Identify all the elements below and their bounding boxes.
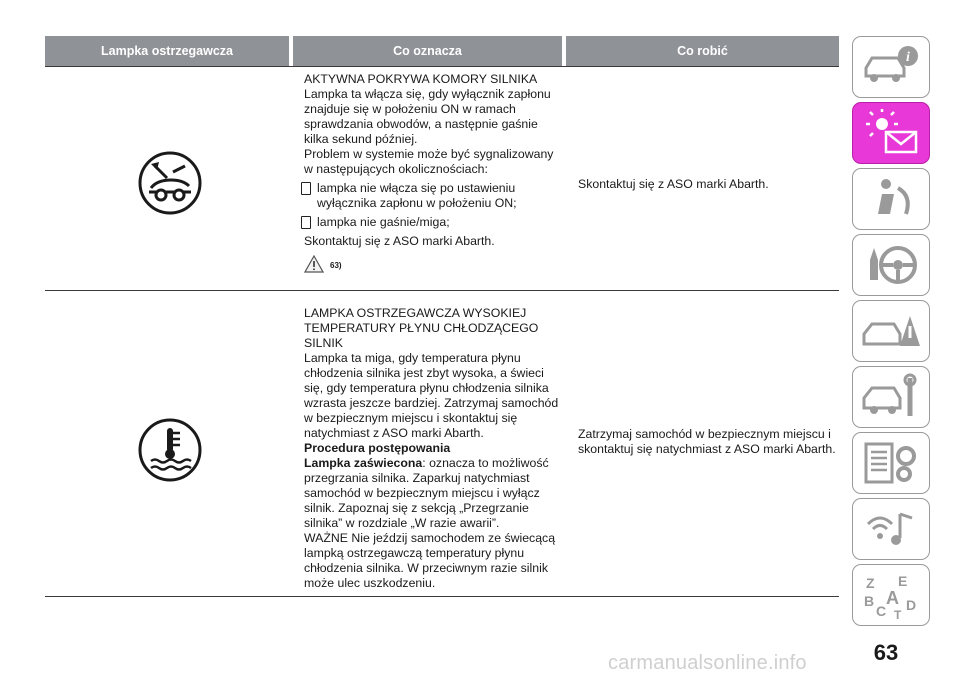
car-info-icon [860, 42, 922, 92]
row2-para1: Lampka ta miga, gdy temperatura płynu chłodzenia silnika jest zbyt wysoka, a świeci się, gdy temperatura płynu chłodzenia silnika wzrasta jeszcze bardziej. Zatrzymaj samochód w bezpiecznym miejscu i skontaktuj się natychmiast z ASO marki Abarth. [304, 351, 559, 440]
row-divider [45, 290, 839, 291]
row1-bullet-1 [304, 181, 562, 211]
index-icon [860, 570, 922, 620]
emergency-icon [860, 306, 922, 356]
page-number: 63 [873, 640, 899, 665]
tab-steering[interactable] [852, 234, 930, 296]
row1-title: AKTYWNA POKRYWA KOMORY SILNIKA [304, 72, 538, 86]
multimedia-icon [860, 504, 922, 554]
svg-text:A: A [886, 588, 899, 608]
checkbox-bullet-icon [301, 216, 311, 229]
procedure-heading: Procedura postępowania [304, 441, 451, 455]
tab-car-info[interactable] [852, 36, 930, 98]
tab-warning-lights[interactable] [852, 102, 930, 164]
steering-wheel-icon [860, 240, 922, 290]
row2-warning: WAŻNE Nie jeździj samochodem ze świecącą lampką ostrzegawczą temperatury płynu chłodzenia silnika. W przeciwnym razie silnik może ulec uszkodzeniu. [304, 531, 556, 590]
checkbox-bullet-icon [301, 182, 311, 195]
column-header-warning-light: Lampka ostrzegawcza [45, 36, 289, 66]
row1-bullet-2 [304, 215, 562, 230]
svg-text:i: i [906, 50, 910, 65]
header-divider [45, 66, 839, 67]
tab-index[interactable] [852, 564, 930, 626]
footer-watermark: carmanualsonline.info [608, 652, 807, 674]
svg-text:E: E [898, 573, 908, 589]
svg-text:D: D [906, 597, 917, 613]
tab-maintenance[interactable] [852, 366, 930, 428]
coolant-temperature-icon [137, 417, 203, 483]
row1-warning-ref [304, 255, 562, 273]
bullet-text: lampka nie gaśnie/miga; [317, 215, 450, 229]
lamp-label: Lampka zaświecona [304, 456, 423, 470]
safety-airbag-icon [860, 174, 922, 224]
row2-meaning [304, 306, 564, 591]
bullet-text: lampka nie włącza się po ustawieniu wyłącznika zapłonu w położeniu ON; [317, 181, 517, 210]
column-header-meaning: Co oznacza [293, 36, 562, 66]
row1-para3: Skontaktuj się z ASO marki Abarth. [304, 234, 495, 248]
tab-multimedia[interactable] [852, 498, 930, 560]
svg-text:C: C [876, 603, 887, 619]
svg-text:T: T [894, 608, 902, 620]
svg-text:B: B [864, 593, 875, 609]
warning-lights-icon [860, 108, 922, 158]
svg-text:Z: Z [866, 575, 875, 591]
column-header-action: Co robić [566, 36, 839, 66]
row2-title: LAMPKA OSTRZEGAWCZA WYSOKIEJ TEMPERATURY PŁYNU CHŁODZĄCEGO SILNIK [304, 306, 539, 350]
technical-data-icon [860, 438, 922, 488]
tab-technical-data[interactable] [852, 432, 930, 494]
maintenance-icon [860, 372, 922, 422]
row1-action: Skontaktuj się z ASO marki Abarth. [578, 177, 769, 191]
row2-action: Zatrzymaj samochód w bezpiecznym miejscu i skontaktuj się natychmiast z ASO marki Abarth. [578, 427, 836, 456]
row2-procedure [304, 456, 564, 531]
row1-para1: Lampka ta włącza się, gdy wyłącznik zapłonu znajduje się w położeniu ON w ramach sprawdzania obwodów, a następnie gaśnie kilka sekund później. [304, 87, 551, 146]
row-divider [45, 596, 839, 597]
row1-para2: Problem w systemie może być sygnalizowany w następujących okolicznościach: [304, 147, 554, 176]
warning-triangle-icon [304, 255, 324, 273]
row1-meaning [304, 72, 562, 273]
tab-emergency[interactable] [852, 300, 930, 362]
tab-safety[interactable] [852, 168, 930, 230]
hood-open-warning-icon [137, 150, 203, 216]
reference-number: 63) [330, 261, 342, 270]
procedure-text: : oznacza to możliwość przegrzania silnika. Zaparkuj natychmiast samochód w bezpiecznym miejscu i wyłącz silnik. Zapoznaj się z sekcją „Przegrzanie silnika” w rozdziale „W razie awarii”. [304, 456, 549, 530]
